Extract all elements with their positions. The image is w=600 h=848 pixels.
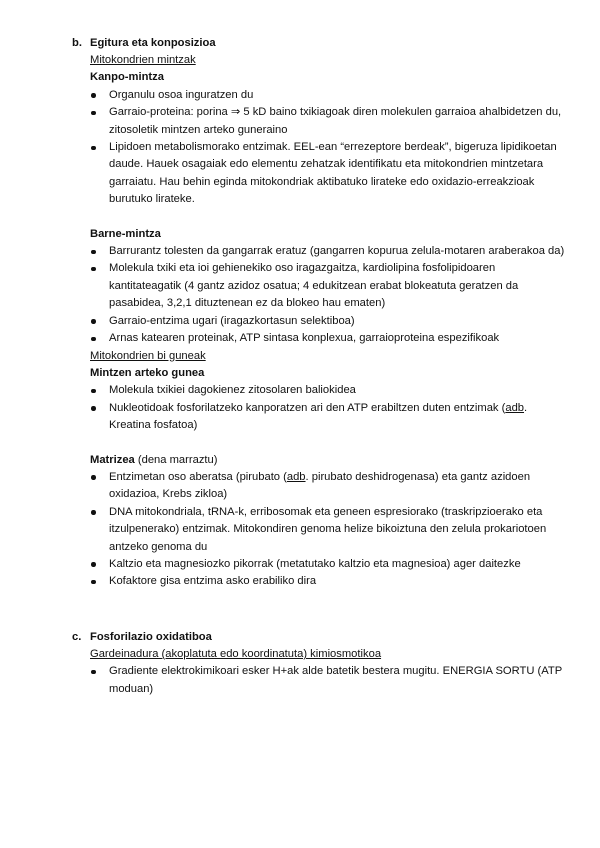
spacer xyxy=(90,435,570,452)
section-b-letter: b. xyxy=(72,37,82,49)
abbreviation-adb: adb xyxy=(505,401,525,414)
mintzen-arteko-heading: Mintzen arteko gunea xyxy=(90,366,205,379)
section-c-title: Fosforilazio oxidatiboa xyxy=(90,631,212,643)
section-b-title: Egitura eta konposizioa xyxy=(90,37,216,49)
list-item: Molekula txikiei dagokienez zitosolaren baliokidea xyxy=(90,382,570,399)
list-item: Organulu osoa inguratzen du xyxy=(90,87,570,104)
list-item: Garraio-entzima ugari (iragazkortasun selektiboa) xyxy=(90,313,570,330)
kimiosmotikoa-heading: Gardeinadura (akoplatuta edo koordinatuta) kimiosmotikoa xyxy=(90,648,382,660)
list-item: Barrurantz tolesten da gangarrak eratuz (gangarren kopurua zelula-motaren araberakoa da) xyxy=(90,243,570,260)
list-item: Lipidoen metabolismorako entzimak. EEL-ean “errezeptore berdeak”, bigeruza lipidikoetan daude. Hauek osagaiak edo elementu zehatzak identifikatu eta mitokondrien mintzetara garraiatu. Hau behin eginda mitokondriak aktibatuko lirateke edo oxidazio-erreakzioak burutuko lirateke. xyxy=(90,139,570,209)
spacer xyxy=(90,209,570,226)
guneak-heading: Mitokondrien bi guneak xyxy=(90,349,206,362)
section-b-body xyxy=(90,52,570,591)
matrizea-heading-line xyxy=(90,452,570,469)
section-b-heading xyxy=(72,35,216,52)
kanpo-mintza-heading: Kanpo-mintza xyxy=(90,71,164,84)
list-item: Gradiente elektrokimikoari esker H+ak alde batetik bestera mugitu. ENERGIA SORTU (ATP moduan) xyxy=(90,663,570,698)
section-c-heading xyxy=(72,629,212,646)
list-item: Garraio-proteina: porina ⇒ 5 kD baino txikiagoak diren molekulen garraioa ahalbidetzen du, zitosoletik mintzen arteko guneraino xyxy=(90,104,570,139)
list-item: Entzimetan oso aberatsa (pirubato (adb. pirubato deshidrogenasa) eta gantz azidoen oxidazioa, Krebs zikloa) xyxy=(90,469,570,504)
matrizea-note: (dena marraztu) xyxy=(134,453,218,466)
section-c-letter: c. xyxy=(72,631,82,643)
list-item: Molekula txiki eta ioi gehienekiko oso iragazgaitza, kardiolipina fosfolipidoaren kantitateagatik (4 gantz azidoz osatua; 4 edukitzean erabat blokeatuta geratzen da pasabidea, 3,2,1 dituztenean ez da blokeo hau ematen) xyxy=(90,260,570,312)
barne-mintza-list xyxy=(90,243,570,347)
list-item: Kofaktore gisa entzima asko erabiliko dira xyxy=(90,573,570,590)
barne-mintza-heading: Barne-mintza xyxy=(90,227,161,240)
matrizea-heading: Matrizea xyxy=(90,453,135,466)
abbreviation-adb: adb xyxy=(286,470,306,483)
list-item: DNA mitokondriala, tRNA-k, erribosomak eta geneen espresiorako (traskripzioerako eta itzulpenerako) entzimak. Mitokondiren genoma helize bikoiztuna den zelula prokariotoen antzeko genoma du xyxy=(90,504,570,556)
section-c-body xyxy=(90,646,570,698)
section-c-list xyxy=(90,663,570,698)
mintzak-heading: Mitokondrien mintzak xyxy=(90,54,196,66)
mintzen-arteko-list xyxy=(90,382,570,434)
list-item: Kaltzio eta magnesiozko pikorrak (metatutako kaltzio eta magnesioa) ager daitezke xyxy=(90,556,570,573)
list-item: Nukleotidoak fosforilatzeko kanporatzen ari den ATP erabiltzen duten entzimak (adb. Kreatina fosfatoa) xyxy=(90,400,570,435)
kanpo-mintza-list xyxy=(90,87,570,209)
list-item: Arnas katearen proteinak, ATP sintasa konplexua, garraioproteina espezifikoak xyxy=(90,330,570,347)
matrizea-list xyxy=(90,469,570,591)
